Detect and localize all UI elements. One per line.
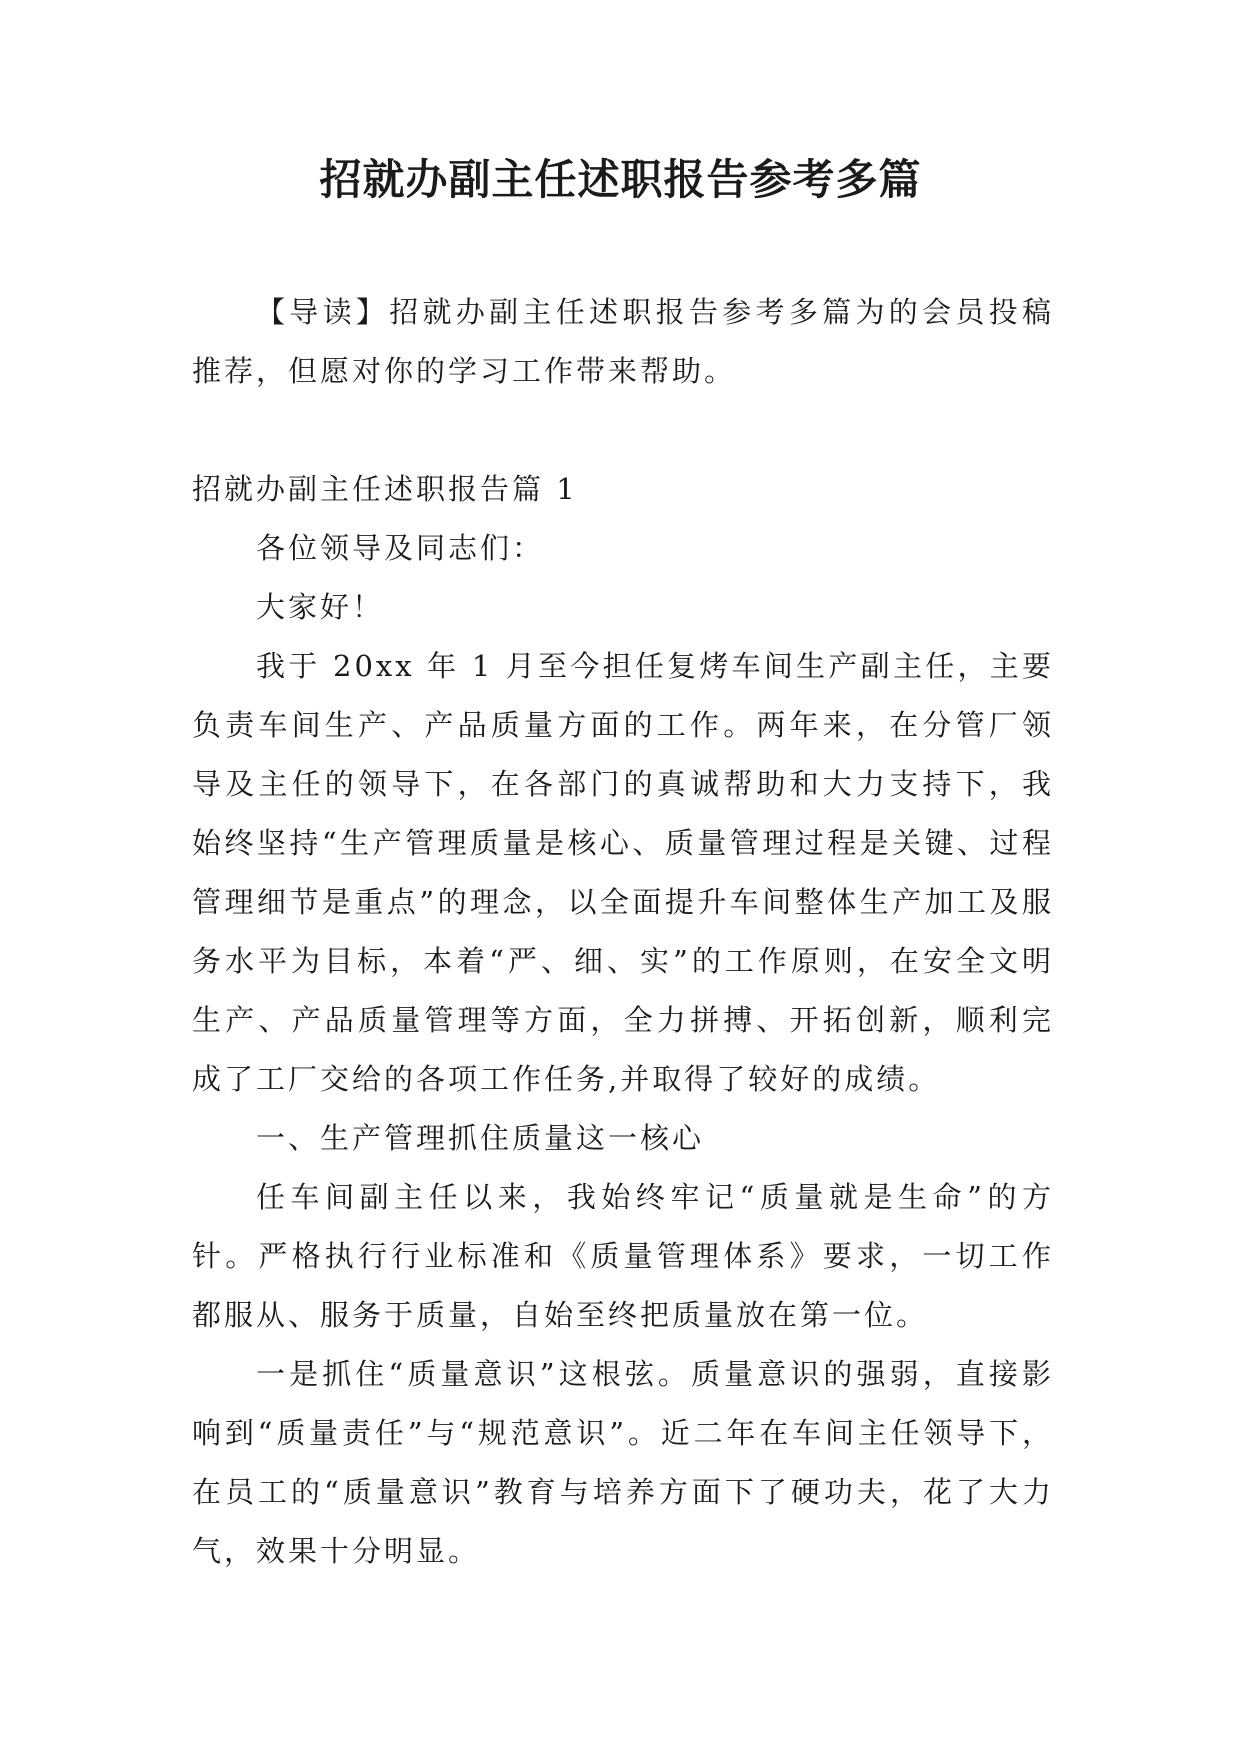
document-title: 招就办副主任述职报告参考多篇 xyxy=(319,155,922,204)
greeting: 大家好！ xyxy=(256,590,385,624)
section-heading: 招就办副主任述职报告篇 1 xyxy=(192,472,578,506)
body-paragraph: 任车间副主任以来，我始终牢记“质量就是生命”的方针。严格执行行业标准和《质量管理体系》要求，一切工作都服从、服务于质量，自始至终把质量放在第一位。 xyxy=(192,1180,1054,1332)
body-paragraph: 一是抓住“质量意识”这根弦。质量意识的强弱，直接影响到“质量责任”与“规范意识”。近二年在车间主任领导下，在员工的“质量意识”教育与培养方面下了硬功夫，花了大力气，效果十分明显。 xyxy=(192,1357,1054,1568)
intro-paragraph: 【导读】招就办副主任述职报告参考多篇为的会员投稿推荐，但愿对你的学习工作带来帮助。 xyxy=(192,295,1054,388)
salutation: 各位领导及同志们： xyxy=(256,531,545,565)
document-body xyxy=(192,283,1054,1581)
subsection-heading: 一、生产管理抓住质量这一核心 xyxy=(256,1121,705,1155)
body-paragraph: 我于 20xx 年 1 月至今担任复烤车间生产副主任，主要负责车间生产、产品质量方面的工作。两年来，在分管厂领导及主任的领导下，在各部门的真诚帮助和大力支持下，我始终坚持“生产管理质量是核心、质量管理过程是关键、过程管理细节是重点”的理念，以全面提升车间整体生产加工及服务水平为目标，本着“严、细、实”的工作原则，在安全文明生产、产品质量管理等方面，全力拼搏、开拓创新，顺利完成了工厂交给的各项工作任务,并取得了较好的成绩。 xyxy=(192,649,1054,1096)
